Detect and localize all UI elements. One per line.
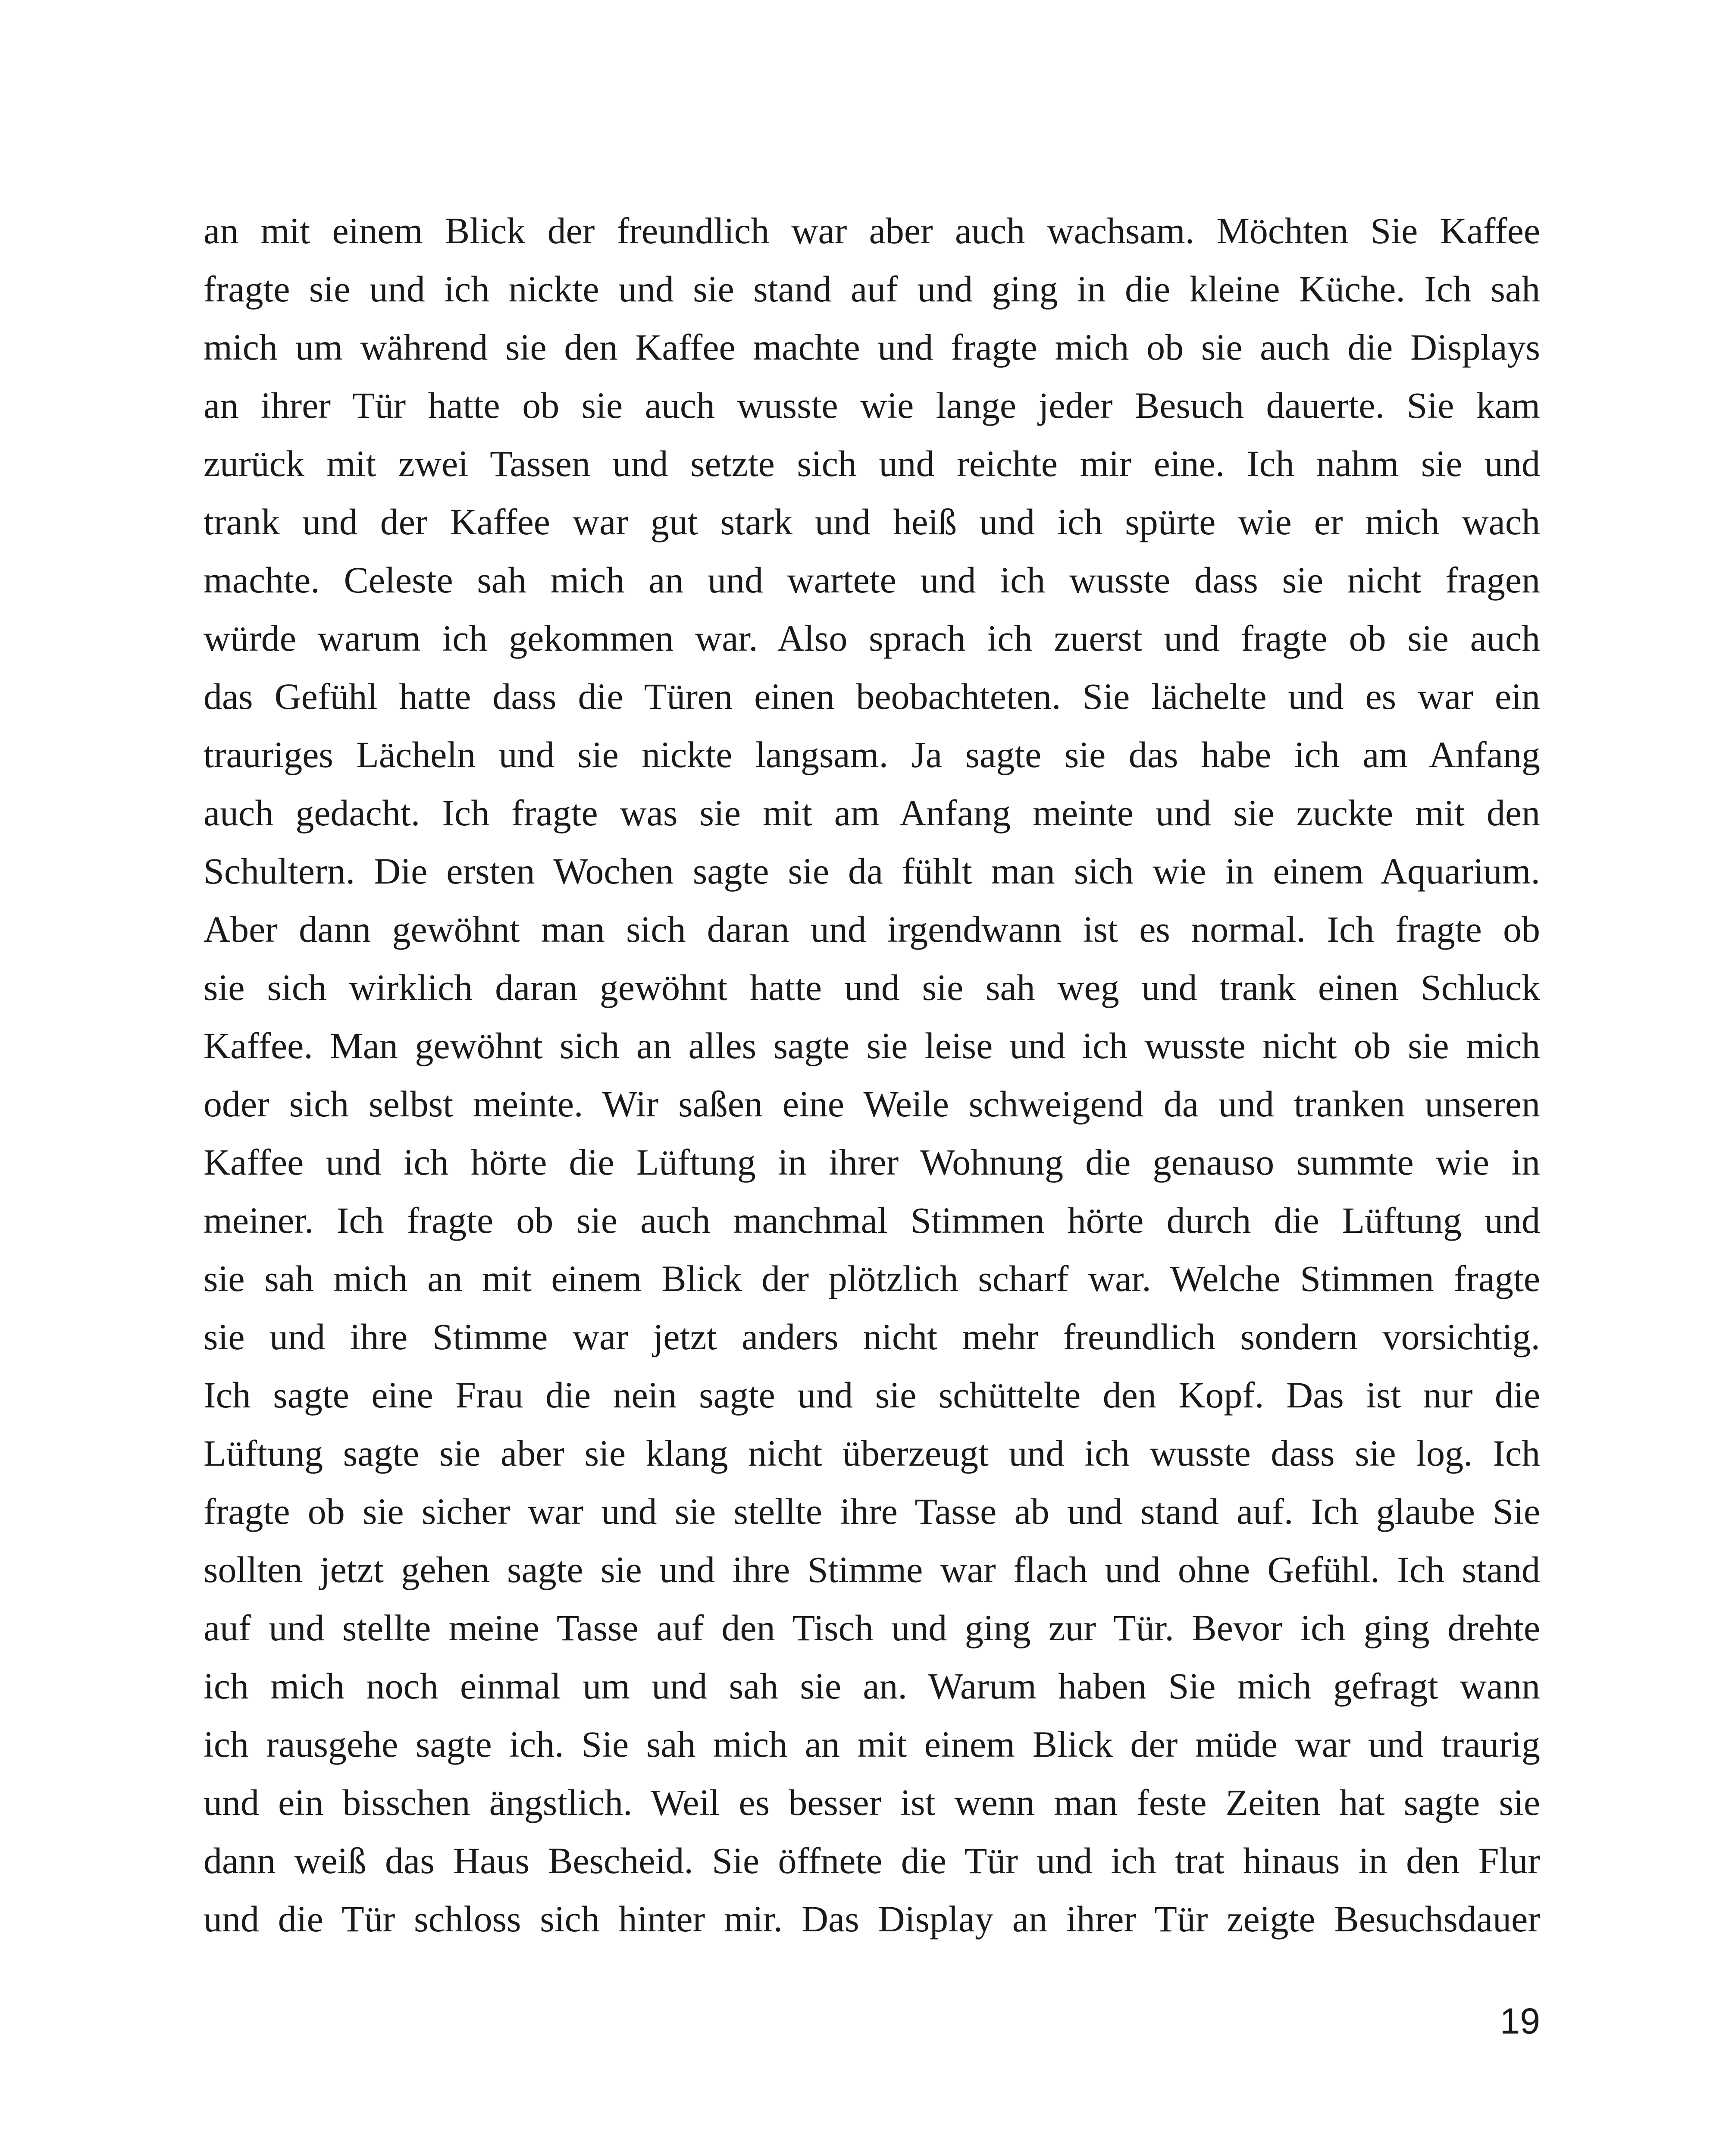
text-line: sie sich wirklich daran gewöhnt hatte und sie sah weg und trank einen Schluck [204,967,1540,1008]
page-number: 19 [1500,2001,1540,2041]
text-line: meiner. Ich fragte ob sie auch manchmal Stimmen hörte durch die Lüftung und [204,1200,1540,1241]
text-line: mich um während sie den Kaffee machte und fragte mich ob sie auch die Displays [204,326,1540,368]
text-line: auf und stellte meine Tasse auf den Tisch und ging zur Tür. Bevor ich ging drehte [204,1607,1540,1648]
text-line: machte. Celeste sah mich an und wartete und ich wusste dass sie nicht fragen [204,559,1540,601]
text-line: an ihrer Tür hatte ob sie auch wusste wie lange jeder Besuch dauerte. Sie kam [204,385,1540,426]
text-line: trauriges Lächeln und sie nickte langsam. Ja sagte sie das habe ich am Anfang [204,734,1540,775]
text-line: an mit einem Blick der freundlich war aber auch wachsam. Möchten Sie Kaffee [204,210,1540,251]
text-line: Aber dann gewöhnt man sich daran und irgendwann ist es normal. Ich fragte ob [204,909,1540,950]
text-line: dann weiß das Haus Bescheid. Sie öffnete die Tür und ich trat hinaus in den Flur [204,1840,1540,1881]
text-line: ich mich noch einmal um und sah sie an. Warum haben Sie mich gefragt wann [204,1665,1540,1707]
text-line: fragte ob sie sicher war und sie stellte ihre Tasse ab und stand auf. Ich glaube Sie [204,1491,1540,1532]
text-line: Kaffee und ich hörte die Lüftung in ihrer Wohnung die genauso summte wie in [204,1141,1540,1183]
text-line: Lüftung sagte sie aber sie klang nicht überzeugt und ich wusste dass sie log. Ich [204,1432,1540,1474]
text-line: fragte sie und ich nickte und sie stand auf und ging in die kleine Küche. Ich sah [204,268,1540,310]
text-line: das Gefühl hatte dass die Türen einen beobachteten. Sie lächelte und es war ein [204,676,1540,717]
text-line: würde warum ich gekommen war. Also sprach ich zuerst und fragte ob sie auch [204,617,1540,659]
body-text [204,202,1540,1948]
text-line: trank und der Kaffee war gut stark und heiß und ich spürte wie er mich wach [204,501,1540,542]
text-line: Ich sagte eine Frau die nein sagte und sie schüttelte den Kopf. Das ist nur die [204,1374,1540,1416]
text-line: und die Tür schloss sich hinter mir. Das Display an ihrer Tür zeigte Besuchsdauer [204,1898,1540,1940]
text-line: sie und ihre Stimme war jetzt anders nicht mehr freundlich sondern vorsichtig. [204,1316,1540,1357]
text-line: auch gedacht. Ich fragte was sie mit am Anfang meinte und sie zuckte mit den [204,792,1540,834]
text-line: sie sah mich an mit einem Blick der plötzlich scharf war. Welche Stimmen fragte [204,1258,1540,1299]
text-line: und ein bisschen ängstlich. Weil es besser ist wenn man feste Zeiten hat sagte sie [204,1782,1540,1823]
text-line: zurück mit zwei Tassen und setzte sich und reichte mir eine. Ich nahm sie und [204,443,1540,484]
text-line: sollten jetzt gehen sagte sie und ihre Stimme war flach und ohne Gefühl. Ich stand [204,1549,1540,1590]
text-line: ich rausgehe sagte ich. Sie sah mich an mit einem Blick der müde war und traurig [204,1724,1540,1765]
text-line: oder sich selbst meinte. Wir saßen eine Weile schweigend da und tranken unseren [204,1083,1540,1125]
text-line: Schultern. Die ersten Wochen sagte sie da fühlt man sich wie in einem Aquarium. [204,850,1540,892]
text-line: Kaffee. Man gewöhnt sich an alles sagte sie leise und ich wusste nicht ob sie mich [204,1025,1540,1066]
